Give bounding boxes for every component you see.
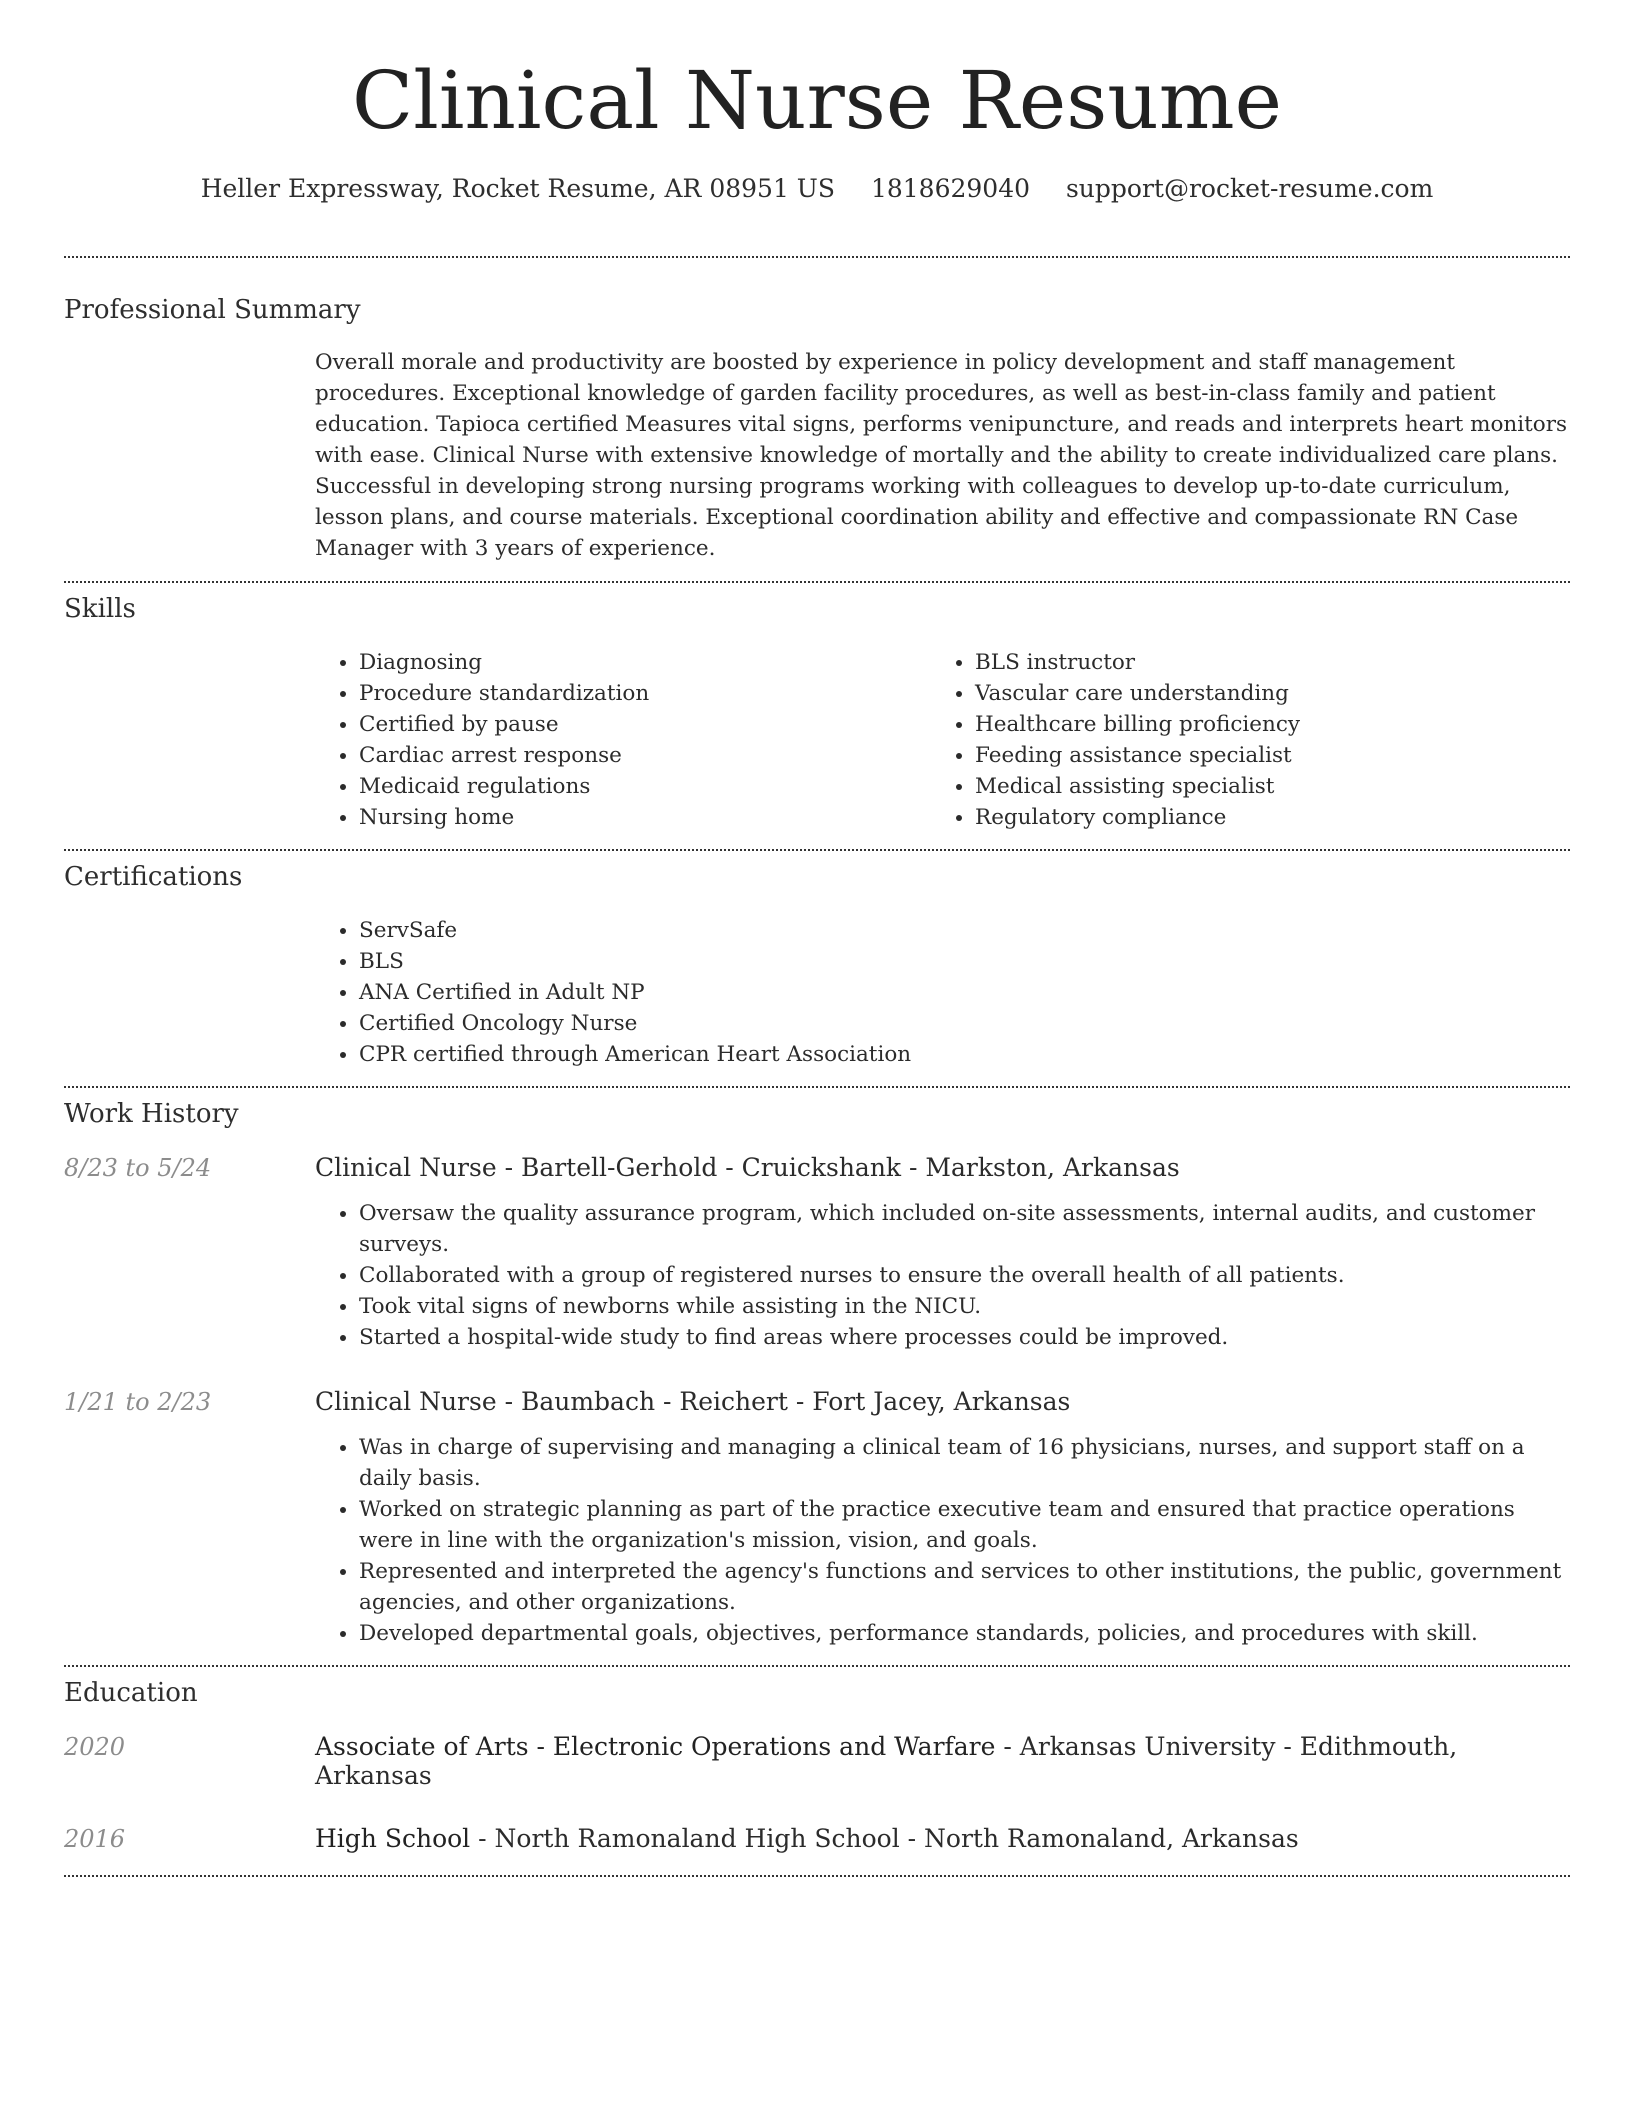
education-year: 2020 xyxy=(64,1733,126,1761)
education-section xyxy=(64,1667,1570,1853)
job-bullet: • Developed departmental goals, objectives, performance standards, policies, and procedures with skill. xyxy=(359,1618,1570,1649)
contact-email: support@rocket-resume.com xyxy=(1065,174,1434,203)
certifications-list xyxy=(315,915,1570,1070)
skills-list-left xyxy=(315,647,931,833)
skills-columns xyxy=(315,647,1570,833)
job-title: Clinical Nurse - Baumbach - Reichert - Fort Jacey, Arkansas xyxy=(315,1387,1071,1416)
skill-item: • Diagnosing xyxy=(359,647,931,678)
contact-phone: 1818629040 xyxy=(870,174,1031,203)
education-degree: High School xyxy=(315,1824,471,1853)
job-bullet: • Was in charge of supervising and managing a clinical team of 16 physicians, nurses, and support staff on a daily basis. xyxy=(359,1432,1570,1494)
skill-item: • Cardiac arrest response xyxy=(359,740,931,771)
skill-item: • Medicaid regulations xyxy=(359,771,931,802)
summary-section xyxy=(64,258,1570,564)
skills-section xyxy=(64,583,1570,833)
education-entry xyxy=(64,1824,1570,1853)
skill-item: • Regulatory compliance xyxy=(975,802,1547,833)
skills-heading: Skills xyxy=(64,594,136,624)
job-bullet: • Took vital signs of newborns while assisting in the NICU. xyxy=(359,1291,1570,1322)
job-bullets xyxy=(315,1198,1570,1353)
certification-item: • ServSafe xyxy=(359,915,1570,946)
summary-heading: Professional Summary xyxy=(64,295,361,325)
job-dates: 8/23 to 5/24 xyxy=(64,1154,212,1182)
certification-item: • BLS xyxy=(359,946,1570,977)
skill-item: • BLS instructor xyxy=(975,647,1547,678)
job-bullet: • Started a hospital-wide study to find areas where processes could be improved. xyxy=(359,1322,1570,1353)
job-dates: 1/21 to 2/23 xyxy=(64,1388,212,1416)
education-entry xyxy=(64,1732,1570,1790)
work-history-heading: Work History xyxy=(64,1099,239,1129)
education-heading: Education xyxy=(64,1678,198,1708)
education-details: - Arkansas University - Edithmouth, Arkansas xyxy=(315,1732,1458,1790)
skill-item: • Procedure standardization xyxy=(359,678,931,709)
skill-item: • Certified by pause xyxy=(359,709,931,740)
certifications-section xyxy=(64,851,1570,1070)
skill-item: • Nursing home xyxy=(359,802,931,833)
divider xyxy=(64,1875,1570,1877)
resume-title: Clinical Nurse Resume xyxy=(352,54,1282,147)
job-bullets xyxy=(315,1432,1570,1649)
job-bullet: • Represented and interpreted the agency's functions and services to other institutions, the public, government agencies, and other organizations. xyxy=(359,1556,1570,1618)
job-entry xyxy=(64,1387,1570,1649)
job-bullet: • Collaborated with a group of registered nurses to ensure the overall health of all patients. xyxy=(359,1260,1570,1291)
certifications-heading: Certifications xyxy=(64,862,243,892)
job-entry xyxy=(64,1153,1570,1353)
certification-item: • ANA Certified in Adult NP xyxy=(359,977,1570,1008)
certification-item: • CPR certified through American Heart Association xyxy=(359,1039,1570,1070)
job-title: Clinical Nurse - Bartell-Gerhold - Cruickshank - Markston, Arkansas xyxy=(315,1153,1180,1182)
education-details: - North Ramonaland High School - North Ramonaland, Arkansas xyxy=(470,1824,1299,1853)
education-degree: Associate of Arts - Electronic Operations and Warfare xyxy=(315,1732,996,1761)
skill-item: • Healthcare billing proficiency xyxy=(975,709,1547,740)
certification-item: • Certified Oncology Nurse xyxy=(359,1008,1570,1039)
contact-address: Heller Expressway, Rocket Resume, AR 08951 US xyxy=(200,174,835,203)
skill-item: • Medical assisting specialist xyxy=(975,771,1547,802)
job-bullet: • Worked on strategic planning as part of the practice executive team and ensured that practice operations were in line with the organization's mission, vision, and goals. xyxy=(359,1494,1570,1556)
contact-line xyxy=(64,172,1570,206)
skills-list-right xyxy=(931,647,1547,833)
summary-text: Overall morale and productivity are boosted by experience in policy development and staff management procedures. Exceptional knowledge of garden facility procedures, as well as best-in-class family and patient education. Tapioca certified Measures vital signs, performs venipuncture, and reads and interprets heart monitors with ease. Clinical Nurse with extensive knowledge of mortally and the ability to create individualized care plans. Successful in developing strong nursing programs working with colleagues to develop up-to-date curriculum, lesson plans, and course materials. Exceptional coordination ability and effective and compassionate RN Case Manager with 3 years of experience. xyxy=(315,350,1568,561)
education-year: 2016 xyxy=(64,1825,126,1853)
work-history-section xyxy=(64,1088,1570,1649)
job-bullet: • Oversaw the quality assurance program, which included on-site assessments, internal audits, and customer surveys. xyxy=(359,1198,1570,1260)
skill-item: • Vascular care understanding xyxy=(975,678,1547,709)
resume-page xyxy=(64,0,1570,1877)
skill-item: • Feeding assistance specialist xyxy=(975,740,1547,771)
